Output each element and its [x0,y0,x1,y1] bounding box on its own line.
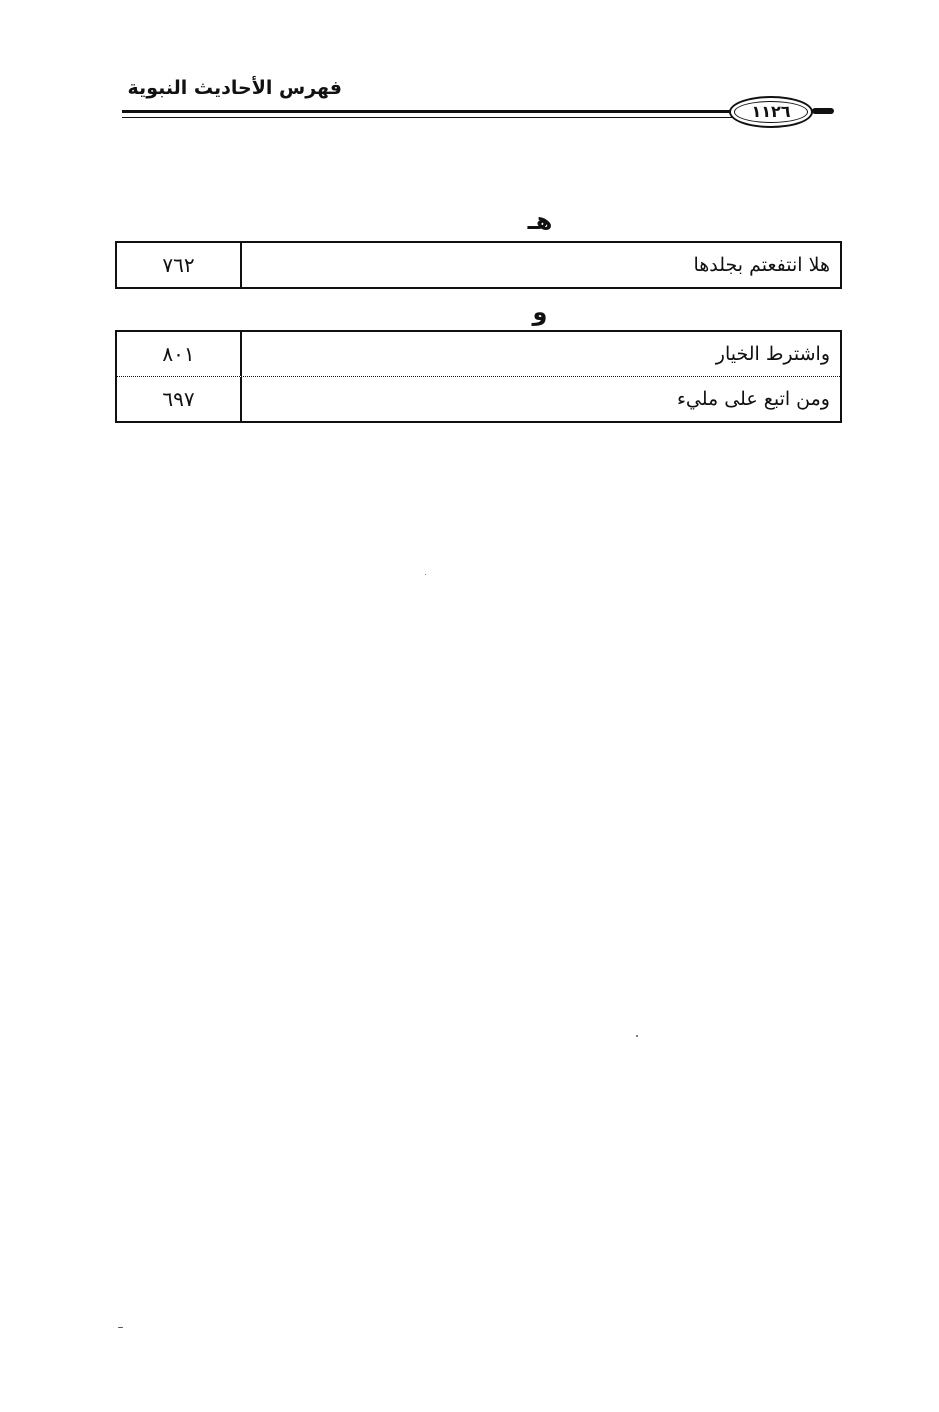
table-row [117,332,840,376]
hadith-page-number: ٦٩٧ [117,377,242,421]
scan-speck [636,1035,638,1037]
page-number: ١١٢٦ [751,102,791,121]
index-table-ha [115,241,842,289]
header-rule-thin [122,117,734,118]
table-row [117,376,840,421]
hadith-text: واشترط الخيار [715,343,830,365]
scan-speck [425,574,426,575]
hadith-text: ومن اتبع على مليء [676,388,830,410]
index-table-waw [115,330,842,423]
header-rule-thick [122,110,734,113]
hadith-page-number: ٨٠١ [117,332,242,376]
scan-speck [118,1327,123,1328]
hadith-page-number: ٧٦٢ [117,243,242,287]
hadith-text: هلا انتفعتم بجلدها [693,254,830,276]
table-row [117,243,840,287]
page-number-badge [729,96,813,128]
running-header-title: فهرس الأحاديث النبوية [127,77,342,99]
section-heading-waw: و [532,298,548,326]
section-heading-ha: هـ [527,207,553,235]
page-number-ornament [812,108,834,114]
